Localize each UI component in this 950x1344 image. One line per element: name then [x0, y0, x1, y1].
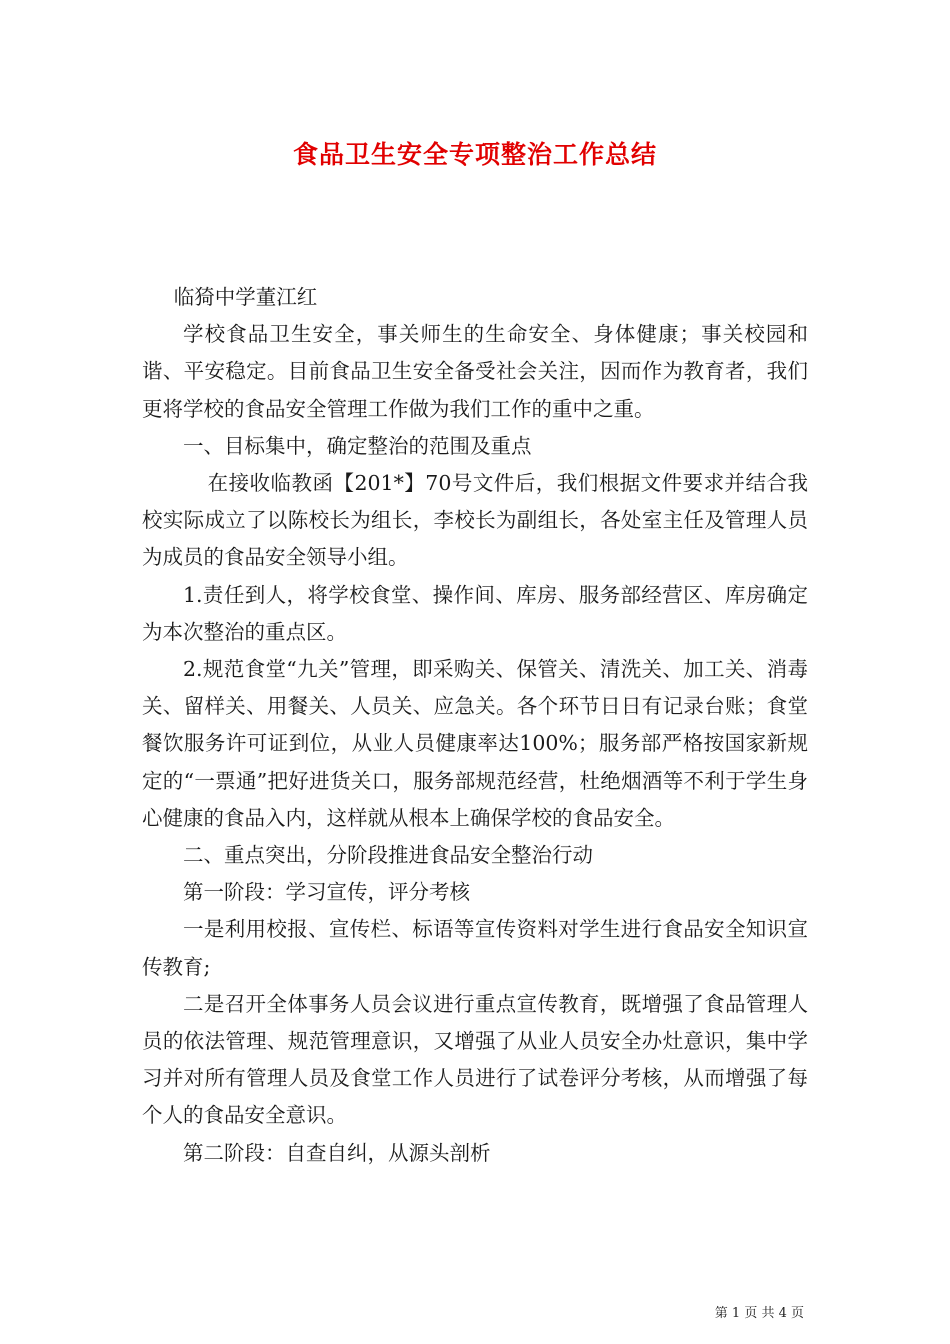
page-number: 第 1 页 共 4 页	[714, 1306, 804, 1321]
paragraph: 在接收临教函【201*】70号文件后，我们根据文件要求并结合我校实际成立了以陈校长为组长，李校长为副组长，各处室主任及管理人员为成员的食品安全领导小组。	[142, 471, 808, 570]
stage-heading: 第二阶段：自查自纠，从源头剖析	[183, 1140, 491, 1165]
author-byline: 临猗中学董江红	[173, 285, 318, 309]
paragraph: 2.规范食堂“九关”管理，即采购关、保管关、清洗关、加工关、消毒关、留样关、用餐关、人员关、应急关。各个环节日日有记录台账；食堂餐饮服务许可证到位，从业人员健康率达100%；服务部严格按国家新规定的“一票通”把好进货关口，服务部规范经营，杜绝烟酒等不利于学生身心健康的食品入内，这样就从根本上确保学校的食品安全。	[142, 657, 808, 830]
paragraph: 1.责任到人，将学校食堂、操作间、库房、服务部经营区、库房确定为本次整治的重点区。	[142, 582, 808, 644]
paragraph: 二是召开全体事务人员会议进行重点宣传教育，既增强了食品管理人员的依法管理、规范管理意识，又增强了从业人员安全办灶意识，集中学习并对所有管理人员及食堂工作人员进行了试卷评分考核，从而增强了每个人的食品安全意识。	[142, 991, 808, 1128]
paragraph: 学校食品卫生安全，事关师生的生命安全、身体健康；事关校园和谐、平安稳定。目前食品卫生安全备受社会关注，因而作为教育者，我们更将学校的食品安全管理工作做为我们工作的重中之重。	[142, 322, 808, 421]
stage-heading: 第一阶段：学习宣传，评分考核	[183, 880, 470, 905]
section-heading: 二、重点突出，分阶段推进食品安全整治行动	[183, 843, 593, 868]
paragraph: 一是利用校报、宣传栏、标语等宣传资料对学生进行食品安全知识宣传教育;	[142, 917, 808, 979]
document-title: 食品卫生安全专项整治工作总结	[292, 140, 657, 169]
document-body	[142, 279, 808, 1172]
section-heading: 一、目标集中，确定整治的范围及重点	[183, 433, 532, 458]
